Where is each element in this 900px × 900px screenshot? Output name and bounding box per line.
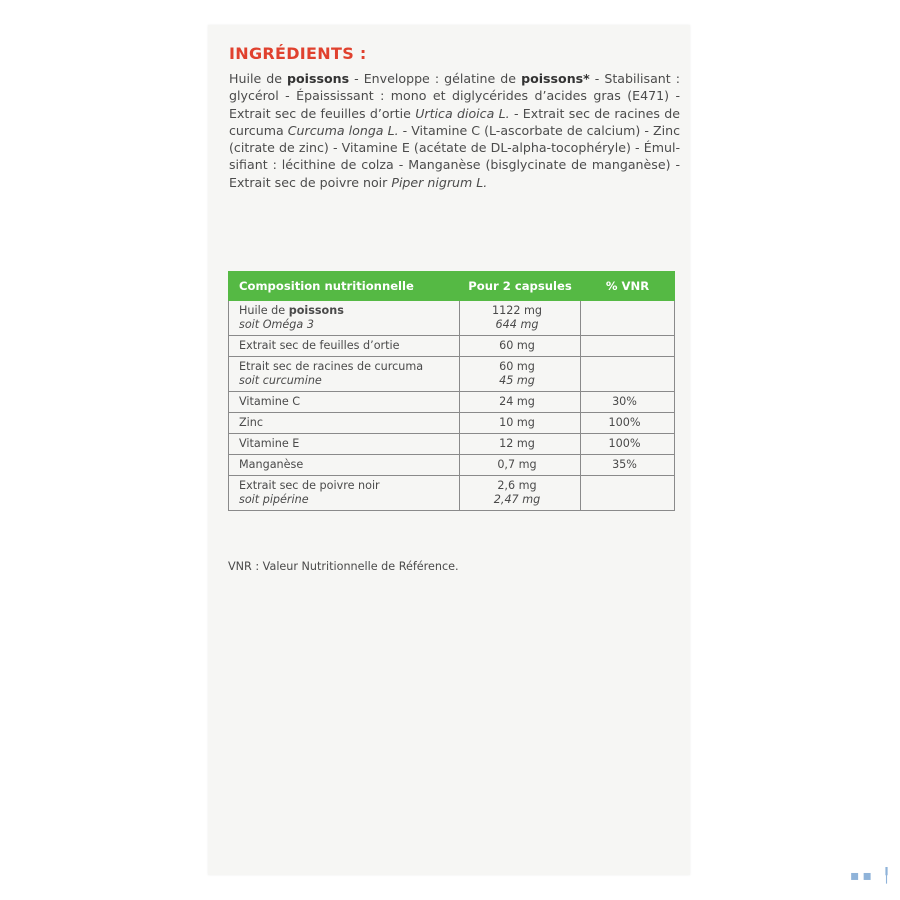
nutrient-name: Etrait sec de racines de curcuma xyxy=(239,360,424,373)
nutrient-subname: soit Oméga 3 xyxy=(239,318,314,331)
nutrient-label xyxy=(229,336,460,357)
amount-value: 1122 mg xyxy=(491,304,543,317)
ingredient-segment: poissons* xyxy=(521,71,590,86)
amount-cell xyxy=(460,455,581,476)
nutrient-name: Zinc xyxy=(239,416,264,429)
nutrient-label xyxy=(229,413,460,434)
table-row xyxy=(229,476,675,511)
ingredients-heading: INGRÉDIENTS : xyxy=(229,44,367,63)
vnr-cell: 30% xyxy=(581,392,675,413)
nutrient-label xyxy=(229,476,460,511)
nutrient-name: Extrait sec de feuilles d’ortie xyxy=(239,339,400,352)
table-row xyxy=(229,434,675,455)
vnr-cell xyxy=(581,301,675,336)
amount-subvalue: 644 mg xyxy=(495,318,539,331)
nutrient-label xyxy=(229,301,460,336)
vnr-cell: 35% xyxy=(581,455,675,476)
amount-cell xyxy=(460,301,581,336)
ingredient-segment: Urtica dioica L. xyxy=(415,105,510,121)
nutrient-name: Huile de xyxy=(239,304,289,317)
vnr-cell xyxy=(581,476,675,511)
amount-cell xyxy=(460,434,581,455)
nutrient-name: Manganèse xyxy=(239,458,304,471)
table-row xyxy=(229,301,675,336)
table-row xyxy=(229,413,675,434)
amount-cell xyxy=(460,336,581,357)
corner-mark: ▪▪ ╿ xyxy=(850,868,894,884)
vnr-cell xyxy=(581,357,675,392)
header-composition: Composition nutritionnelle xyxy=(229,272,460,301)
vnr-footnote: VNR : Valeur Nutritionnelle de Référence. xyxy=(228,560,459,573)
nutrient-name-bold: poissons xyxy=(288,304,344,317)
table-row xyxy=(229,336,675,357)
ingredient-segment: poissons xyxy=(287,71,350,86)
ingredient-segment: Piper nigrum L. xyxy=(391,174,488,190)
amount-cell xyxy=(460,476,581,511)
amount-value: 10 mg xyxy=(499,416,535,429)
nutrient-subname: soit curcumine xyxy=(239,374,322,387)
header-amount: Pour 2 capsules xyxy=(460,272,581,301)
ingredient-segment: - Vitamine C (L-ascorbate de calcium) - Zinc (citrate de zinc) - Vitamine E (acétate de DL-alpha-tocophéryle) - Émulsifiant : lécithine de colza - Manganèse (bisglycinate de manganèse) - Extrait sec de poivre noir xyxy=(229,122,680,190)
nutrient-name: Vitamine E xyxy=(239,437,300,450)
ingredient-segment: Curcuma longa L. xyxy=(287,122,399,138)
table-row xyxy=(229,392,675,413)
amount-value: 60 mg xyxy=(499,339,535,352)
amount-value: 0,7 mg xyxy=(497,458,537,471)
ingredient-segment: - Extrait sec de racines de curcuma xyxy=(229,105,680,138)
nutrient-label xyxy=(229,455,460,476)
amount-cell xyxy=(460,413,581,434)
nutrient-subname: soit pipérine xyxy=(239,493,309,506)
nutrient-name: Extrait sec de poivre noir xyxy=(239,479,380,492)
amount-value: 12 mg xyxy=(499,437,535,450)
nutrient-name: Vitamine C xyxy=(239,395,301,408)
header-vnr: % VNR xyxy=(581,272,675,301)
amount-cell xyxy=(460,357,581,392)
nutrient-label xyxy=(229,434,460,455)
ingredient-segment: Huile de xyxy=(229,71,288,86)
ingredient-segment: - Enveloppe : gélatine de xyxy=(349,71,522,86)
ingredient-segment: - Stabilisant : glycérol - Épaississant : mono et diglycérides d’acides gras (E471) - Extrait sec de feuilles d’ortie xyxy=(229,71,680,121)
table-row xyxy=(229,455,675,476)
table-row xyxy=(229,357,675,392)
vnr-cell xyxy=(581,336,675,357)
amount-subvalue: 2,47 mg xyxy=(493,493,541,506)
amount-value: 24 mg xyxy=(499,395,535,408)
vnr-cell: 100% xyxy=(581,434,675,455)
nutrient-label xyxy=(229,392,460,413)
amount-subvalue: 45 mg xyxy=(499,374,535,387)
ingredients-text xyxy=(229,70,680,191)
amount-value: 60 mg xyxy=(499,360,535,373)
amount-value: 2,6 mg xyxy=(497,479,537,492)
nutrition-table xyxy=(228,271,675,511)
nutrient-label xyxy=(229,357,460,392)
amount-cell xyxy=(460,392,581,413)
table-header-row xyxy=(229,272,675,301)
vnr-cell: 100% xyxy=(581,413,675,434)
